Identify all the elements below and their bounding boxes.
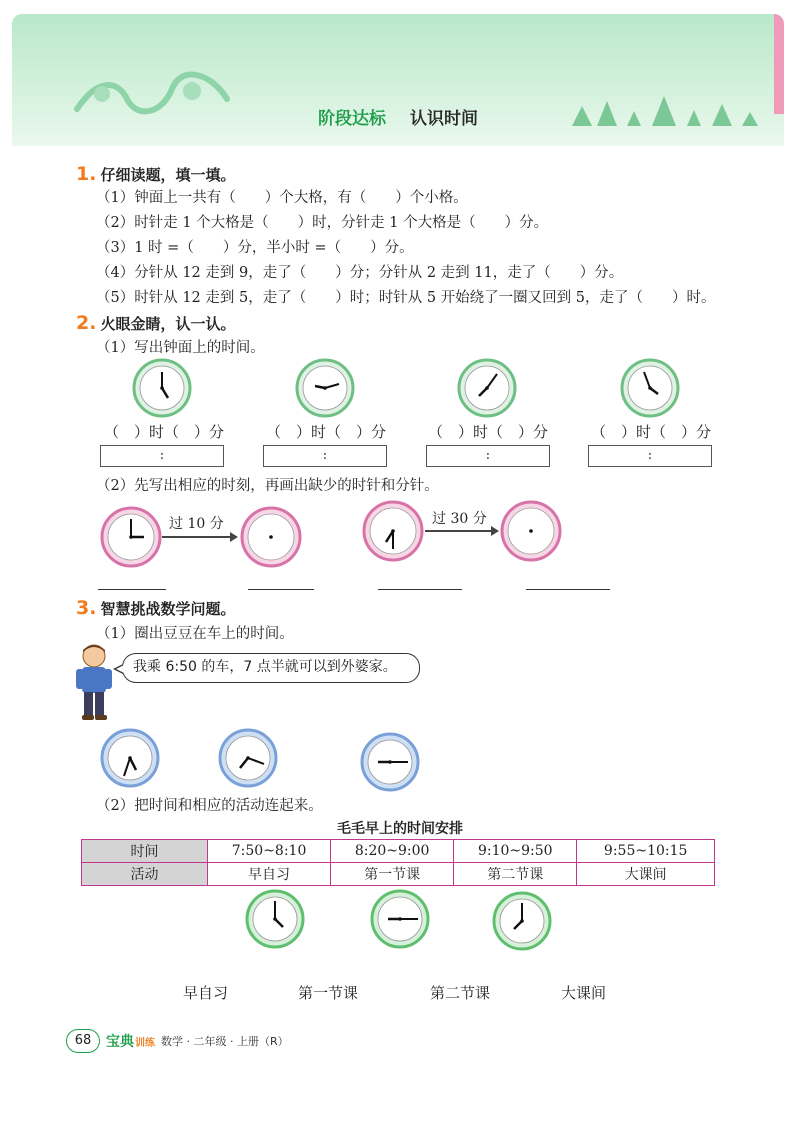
clock-face-icon: [240, 506, 302, 568]
q1-title: 仔细读题，填一填。: [100, 166, 236, 184]
clock-face-icon: [100, 506, 162, 568]
time-fill-3: （ ）时（ ）分: [428, 423, 549, 441]
activity-label[interactable]: 大课间: [561, 984, 607, 1002]
q3-heading: [76, 597, 235, 619]
answer-box[interactable]: :: [100, 445, 224, 467]
after-label-1: 过 10 分: [169, 516, 224, 532]
q2-number: 2.: [76, 312, 97, 334]
clock-face-icon: [500, 500, 562, 562]
q2-title: 火眼金睛，认一认。: [100, 315, 236, 333]
q1-line-4: （4）分针从 12 走到 9，走了（ ）分；分针从 2 走到 11，走了（ ）分。: [96, 265, 624, 281]
answer-line[interactable]: [526, 589, 610, 590]
activity-label[interactable]: 第二节课: [430, 984, 491, 1002]
section-title: [12, 104, 784, 129]
q1-line-2: （2）时针走 1 个大格是（ ）时，分针走 1 个大格是（ ）分。: [96, 215, 549, 231]
boy-icon: [70, 642, 118, 722]
q1-line-1: （1）钟面上一共有（ ）个大格，有（ ）个小格。: [96, 190, 468, 206]
q3-title: 智慧挑战数学问题。: [100, 600, 236, 618]
header-banner: [12, 14, 784, 146]
q1-line-3: （3）1 时 =（ ）分，半小时 =（ ）分。: [96, 240, 414, 256]
q3-sub2: （2）把时间和相应的活动连起来。: [96, 798, 323, 814]
book-info: 数学 · 二年级 · 上册（R）: [161, 1035, 289, 1048]
clock-face-icon[interactable]: [218, 728, 278, 788]
q1-number: 1.: [76, 163, 97, 185]
table-cell: 活动: [82, 863, 208, 886]
table-row: [82, 863, 715, 886]
header-pink-edge: [774, 14, 784, 114]
topic-label: 认识时间: [409, 109, 478, 129]
table-cell: 8:20~9:00: [331, 840, 454, 863]
answer-box[interactable]: :: [426, 445, 550, 467]
answer-line[interactable]: [248, 589, 314, 590]
answer-line[interactable]: [98, 589, 166, 590]
table-cell: 时间: [82, 840, 208, 863]
table-cell: 早自习: [208, 863, 331, 886]
clock-face-icon[interactable]: [245, 889, 305, 949]
table-cell: 大课间: [577, 863, 715, 886]
table-row: [82, 840, 715, 863]
table-cell: 第二节课: [454, 863, 577, 886]
stage-label: 阶段达标: [318, 109, 387, 129]
schedule-title: 毛毛早上的时间安排: [337, 821, 463, 837]
speech-bubble: 我乘 6:50 的车，7 点半就可以到外婆家。: [122, 653, 420, 683]
activity-label[interactable]: 第一节课: [298, 984, 359, 1002]
arrow-icon: [425, 530, 497, 532]
clock-face-icon: [457, 358, 517, 418]
clock-face-icon[interactable]: [370, 889, 430, 949]
schedule-table: [81, 839, 715, 886]
page-footer: [66, 1028, 289, 1054]
q1-heading: [76, 163, 235, 185]
brand-logo: [106, 1031, 155, 1051]
q2-sub1: （1）写出钟面上的时间。: [96, 340, 265, 356]
clock-face-icon[interactable]: [360, 732, 420, 792]
q3-number: 3.: [76, 597, 97, 619]
q2-sub2: （2）先写出相应的时刻，再画出缺少的时针和分针。: [96, 478, 439, 494]
q2-heading: [76, 312, 235, 334]
time-fill-1: （ ）时（ ）分: [104, 423, 225, 441]
clock-face-icon[interactable]: [100, 728, 160, 788]
brand-sub: 训练: [135, 1038, 155, 1049]
clock-face-icon: [362, 500, 424, 562]
time-fill-2: （ ）时（ ）分: [266, 423, 387, 441]
arrow-icon: [162, 536, 236, 538]
q3-sub1: （1）圈出豆豆在车上的时间。: [96, 626, 294, 642]
brand-name: 宝典: [106, 1034, 134, 1050]
clock-face-icon: [132, 358, 192, 418]
table-cell: 第一节课: [331, 863, 454, 886]
clock-face-icon[interactable]: [492, 891, 552, 951]
after-label-2: 过 30 分: [432, 511, 487, 527]
clock-face-icon: [620, 358, 680, 418]
answer-box[interactable]: :: [588, 445, 712, 467]
activity-label[interactable]: 早自习: [183, 984, 229, 1002]
answer-box[interactable]: :: [263, 445, 387, 467]
table-cell: 7:50~8:10: [208, 840, 331, 863]
table-cell: 9:10~9:50: [454, 840, 577, 863]
time-fill-4: （ ）时（ ）分: [591, 423, 712, 441]
page-number: 68: [66, 1029, 100, 1053]
clock-face-icon: [295, 358, 355, 418]
q1-line-5: （5）时针从 12 走到 5，走了（ ）时；时针从 5 开始绕了一圈又回到 5，走了（ ）时。: [96, 290, 716, 306]
table-cell: 9:55~10:15: [577, 840, 715, 863]
answer-line[interactable]: [378, 589, 462, 590]
